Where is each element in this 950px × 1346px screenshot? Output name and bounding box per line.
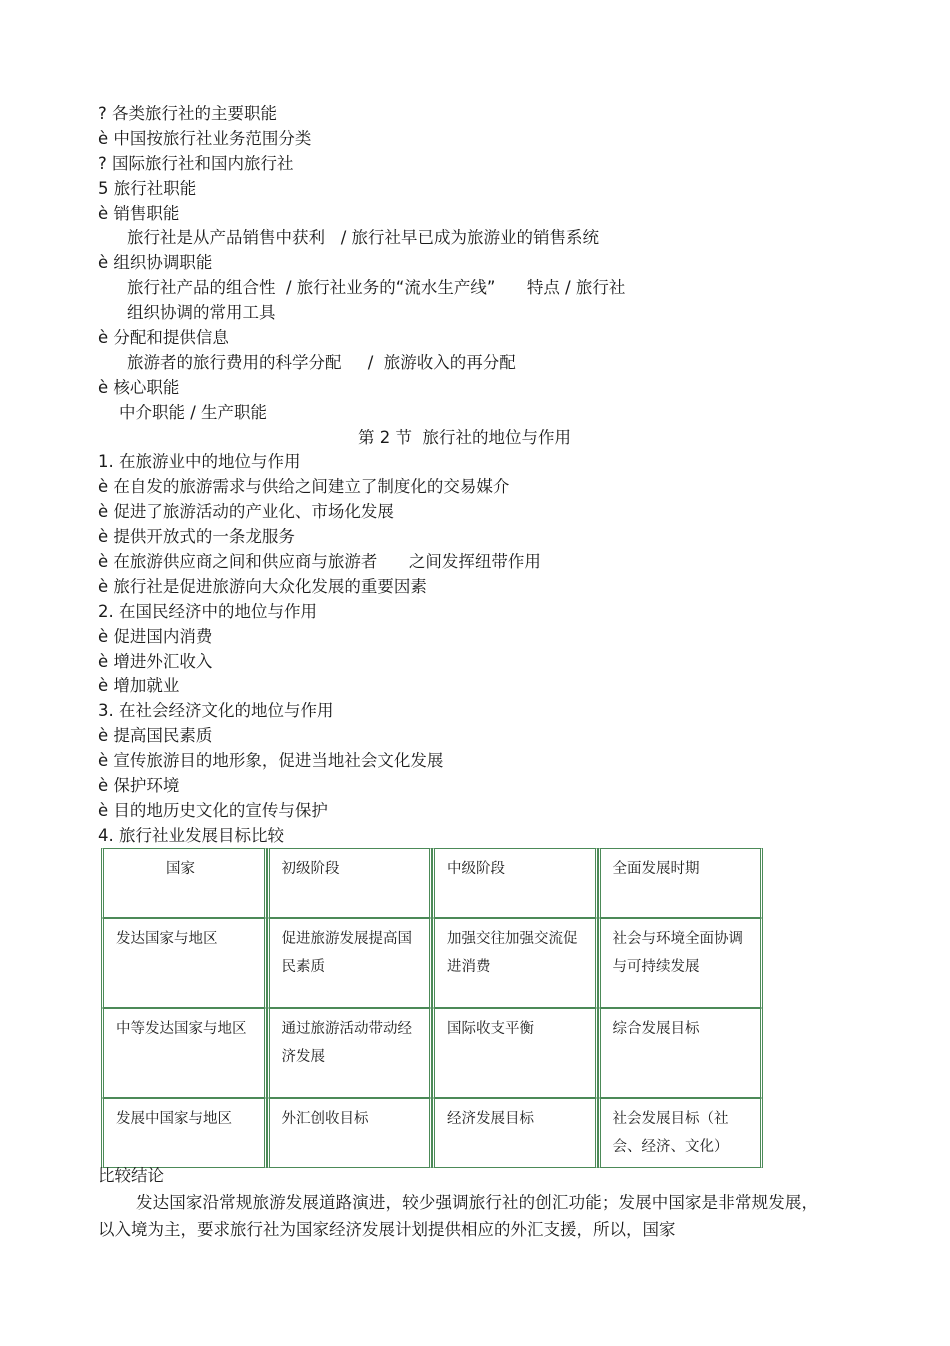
bullet-marker: è — [98, 527, 114, 547]
line-text: 旅游者的旅行费用的科学分配 / 旅游收入的再分配 — [127, 352, 516, 372]
comparison-table-wrapper — [101, 848, 763, 1162]
line-text: 国际旅行社和国内旅行社 — [112, 153, 294, 173]
bullet-marker: è — [98, 726, 114, 746]
table-cell: 经济发展目标 — [432, 1098, 598, 1168]
table-cell: 发展中国家与地区 — [101, 1098, 267, 1168]
outline-line — [98, 650, 818, 675]
line-text: 分配和提供信息 — [113, 328, 229, 348]
line-text: 保护环境 — [113, 776, 180, 796]
outline-line-indented — [98, 276, 818, 301]
outline-line — [98, 475, 818, 500]
line-text: 旅行社产品的组合性 / 旅行社业务的“流水生产线” 特点 / 旅行社 — [127, 278, 626, 298]
conclusion-section — [98, 1164, 818, 1243]
table-header-cell: 国家 — [101, 848, 267, 918]
table-cell: 加强交往加强交流促进消费 — [432, 918, 598, 1008]
conclusion-paragraph: 发达国家沿常规旅游发展道路演进，较少强调旅行社的创汇功能；发展中国家是非常规发展，以入境为主，要求旅行社为国家经济发展计划提供相应的外汇支援，所以，国家 — [98, 1192, 818, 1239]
outline-line — [98, 699, 818, 724]
bullet-marker: 4. — [98, 825, 119, 845]
outline-line — [98, 177, 818, 202]
line-text: 中介职能 / 生产职能 — [119, 402, 268, 422]
bullet-marker: è — [98, 576, 114, 596]
line-text: 增进外汇收入 — [113, 651, 213, 671]
outline-line — [98, 376, 818, 401]
bullet-marker: ? — [98, 104, 113, 123]
table-header-cell: 全面发展时期 — [598, 848, 764, 918]
line-text: 旅行社是促进旅游向大众化发展的重要因素 — [113, 576, 427, 596]
table-cell: 社会发展目标（社会、经济、文化） — [598, 1098, 764, 1168]
line-text: 旅行社职能 — [113, 178, 197, 198]
bullet-marker: è — [98, 128, 114, 148]
outline-line — [98, 251, 818, 276]
section-heading-text: 第 2 节 旅行社的地位与作用 — [358, 427, 571, 447]
bullet-marker: è — [98, 477, 114, 497]
outline-line — [98, 202, 818, 227]
bullet-marker: è — [98, 328, 114, 348]
line-text: 促进了旅游活动的产业化、市场化发展 — [113, 502, 394, 522]
bullet-marker: 5 — [98, 178, 114, 198]
bullet-marker: è — [98, 776, 114, 796]
table-header-cell: 中级阶段 — [432, 848, 598, 918]
line-text: 提高国民素质 — [113, 726, 213, 746]
table-cell: 社会与环境全面协调与可持续发展 — [598, 918, 764, 1008]
outline-line-indented — [98, 401, 818, 426]
line-text: 组织协调职能 — [113, 253, 213, 273]
bullet-marker: è — [98, 751, 114, 771]
outline-line — [98, 600, 818, 625]
outline-line — [98, 824, 818, 849]
table-row — [101, 1008, 763, 1098]
outline-line-indented — [98, 301, 818, 326]
bullet-marker: è — [98, 651, 114, 671]
line-text: 提供开放式的一条龙服务 — [113, 527, 295, 547]
outline-line — [98, 326, 818, 351]
outline-line — [98, 774, 818, 799]
table-header-row — [101, 848, 763, 918]
table-cell: 促进旅游发展提高国民素质 — [267, 918, 433, 1008]
outline-line — [98, 674, 818, 699]
outline-line — [98, 102, 818, 127]
outline-line-indented — [98, 351, 818, 376]
line-text: 核心职能 — [113, 377, 180, 397]
bullet-marker: 2. — [98, 601, 119, 621]
line-text: 销售职能 — [113, 203, 180, 223]
table-cell: 外汇创收目标 — [267, 1098, 433, 1168]
outline-line — [98, 152, 818, 177]
table-row — [101, 1098, 763, 1168]
line-text: 在自发的旅游需求与供给之间建立了制度化的交易媒介 — [113, 477, 510, 497]
bullet-marker: 3. — [98, 701, 119, 721]
table-cell: 中等发达国家与地区 — [101, 1008, 267, 1098]
table-cell: 综合发展目标 — [598, 1008, 764, 1098]
table-cell: 国际收支平衡 — [432, 1008, 598, 1098]
line-text: 在社会经济文化的地位与作用 — [119, 701, 334, 721]
outline-line — [98, 724, 818, 749]
line-text: 目的地历史文化的宣传与保护 — [113, 800, 328, 820]
outline-line — [98, 450, 818, 475]
line-text: 在旅游供应商之间和供应商与旅游者 之间发挥纽带作用 — [113, 552, 541, 572]
outline-line — [98, 500, 818, 525]
outline-line — [98, 749, 818, 774]
bullet-marker: è — [98, 253, 114, 273]
bullet-marker: ? — [98, 153, 113, 173]
bullet-marker: è — [98, 203, 114, 223]
line-text: 组织协调的常用工具 — [127, 303, 276, 323]
outline-line — [98, 625, 818, 650]
comparison-table — [101, 848, 763, 1168]
outline-line-indented — [98, 226, 818, 251]
bullet-marker: è — [98, 676, 114, 696]
table-header-cell: 初级阶段 — [267, 848, 433, 918]
line-text: 中国按旅行社业务范围分类 — [113, 128, 312, 148]
line-text: 促进国内消费 — [113, 626, 213, 646]
outline-line — [98, 550, 818, 575]
line-text: 宣传旅游目的地形象，促进当地社会文化发展 — [113, 751, 444, 771]
table-row — [101, 918, 763, 1008]
bullet-marker: 1. — [98, 452, 119, 472]
conclusion-heading: 比较结论 — [98, 1166, 164, 1185]
bullet-marker: è — [98, 800, 114, 820]
outline-line — [98, 575, 818, 600]
line-text: 在国民经济中的地位与作用 — [119, 601, 317, 621]
line-text: 增加就业 — [113, 676, 180, 696]
section-heading — [98, 426, 818, 451]
bullet-marker: è — [98, 377, 114, 397]
line-text: 各类旅行社的主要职能 — [112, 104, 278, 123]
line-text: 旅行社业发展目标比较 — [119, 825, 284, 845]
table-cell: 发达国家与地区 — [101, 918, 267, 1008]
outline-list — [98, 102, 818, 849]
bullet-marker: è — [98, 626, 114, 646]
bullet-marker: è — [98, 552, 114, 572]
outline-line — [98, 799, 818, 824]
table-cell: 通过旅游活动带动经济发展 — [267, 1008, 433, 1098]
outline-line — [98, 127, 818, 152]
line-text: 在旅游业中的地位与作用 — [119, 452, 301, 472]
line-text: 旅行社是从产品销售中获利 / 旅行社早已成为旅游业的销售系统 — [127, 228, 600, 248]
bullet-marker: è — [98, 502, 114, 522]
outline-line — [98, 525, 818, 550]
